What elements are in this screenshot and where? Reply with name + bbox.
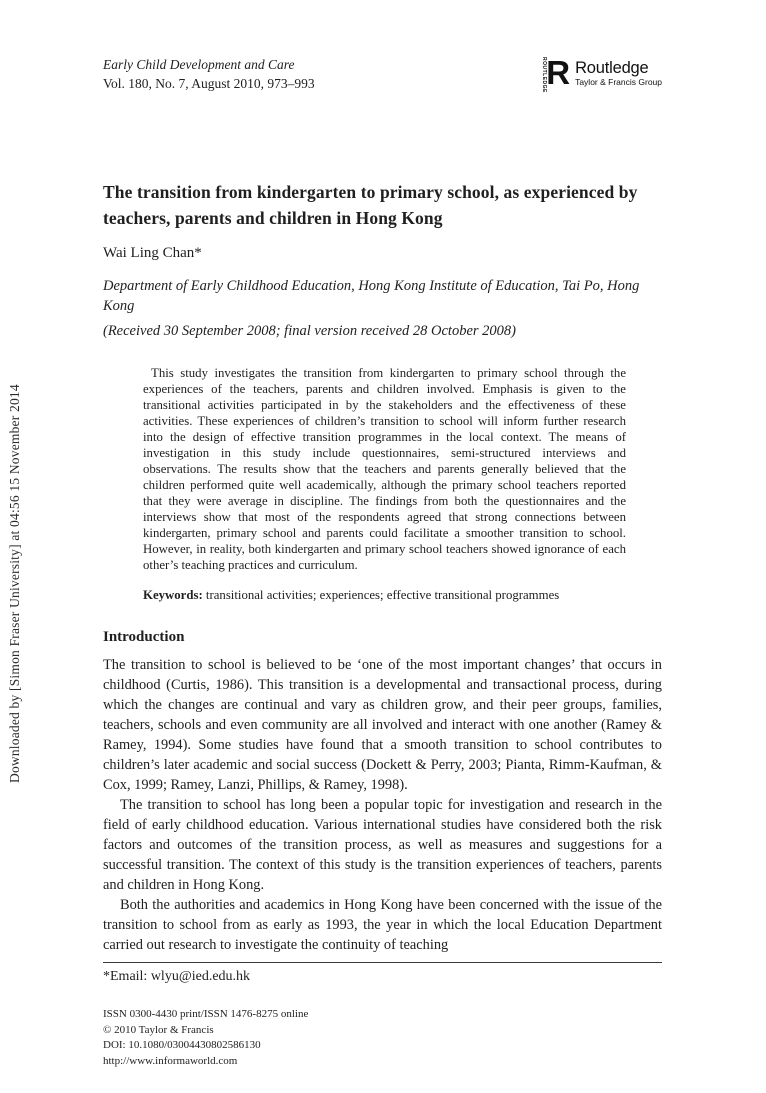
url-line: http://www.informaworld.com	[103, 1054, 238, 1067]
keywords-line	[143, 587, 626, 603]
footnote-divider	[103, 962, 662, 963]
author-name: Wai Ling Chan*	[103, 245, 202, 261]
doi-line: DOI: 10.1080/03004430802586130	[103, 1039, 261, 1051]
body-paragraph: Both the authorities and academics in Hong Kong have been concerned with the issue of the transition to school from as early as 1993, the year in which the local Education Department carried out research to investigate the continuity of teaching	[103, 897, 662, 953]
publisher-name: Routledge	[575, 59, 649, 77]
issn-line: ISSN 0300-4430 print/ISSN 1476-8275 online	[103, 1008, 309, 1020]
routledge-r-icon: R	[546, 54, 571, 91]
publisher-wordmark	[575, 55, 662, 88]
keywords-list: transitional activities; experiences; effective transitional programmes	[202, 588, 560, 602]
journal-info	[103, 55, 315, 93]
body-paragraph: The transition to school has long been a popular topic for investigation and research in the field of early childhood education. Various international studies have considered both the risk factors and outcomes of the transition process, as well as measures and suggestions for a successful transition. The context of this study is the transition experiences of teachers, parents and children in Hong Kong.	[103, 797, 662, 893]
body-paragraph: The transition to school is believed to be ‘one of the most important changes’ that occurs in childhood (Curtis, 1986). This transition is a developmental and transactional process, during which the changes are continual and vary as children grow, and their peer groups, families, teachers, schools and even community are all involved and interact with one another (Ramey & Ramey, 1994). Some studies have found that a smooth transition to school contributes to children’s later academic and social success (Dockett & Perry, 2003; Pianta, Rimm-Kaufman, & Cox, 1999; Ramey, Lanzi, Phillips, & Ramey, 1998).	[103, 657, 662, 793]
section-heading-introduction: Introduction	[103, 629, 185, 645]
article-title: The transition from kindergarten to primary school, as experienced by teachers, parents and children in Hong Kong	[103, 182, 638, 228]
journal-name: Early Child Development and Care	[103, 57, 295, 72]
email-footnote: *Email: wlyu@ied.edu.hk	[103, 969, 251, 984]
routledge-logo	[541, 55, 662, 93]
routledge-logo-mark	[541, 55, 570, 93]
article-page	[103, 0, 662, 1069]
copyright-line: © 2010 Taylor & Francis	[103, 1023, 214, 1036]
imprint-block	[103, 1007, 662, 1069]
publisher-group: Taylor & Francis Group	[575, 77, 662, 87]
download-watermark: Downloaded by [Simon Fraser University] at 04:56 15 November 2014	[7, 384, 22, 783]
routledge-vertical-text: ROUTLEDGE	[541, 57, 548, 93]
keywords-label: Keywords:	[143, 588, 203, 602]
received-dates: (Received 30 September 2008; final version received 28 October 2008)	[103, 323, 516, 339]
author-affiliation: Department of Early Childhood Education, Hong Kong Institute of Education, Tai Po, Hong Kong	[103, 278, 640, 314]
journal-issue: Vol. 180, No. 7, August 2010, 973–993	[103, 76, 315, 91]
journal-header	[103, 55, 662, 93]
abstract-text: This study investigates the transition from kindergarten to primary school through the experiences of the teachers, parents and children involved. Emphasis is given to the transitional activities participated in by the stakeholders and the effectiveness of these activities. These experiences of children’s transition to school will inform further research into the design of effective transition programmes in the local context. The means of investigation in this study include questionnaires, semi-structured interviews and observations. The results show that the teachers and parents generally believed that the children performed quite well academically, although the primary school teachers reported that they were average in discipline. The findings from both the questionnaires and the interviews show that most of the respondents agreed that strong connections between kindergarten, primary school and parents could facilitate a smoother transition to school. However, in reality, both kindergarten and primary school teachers showed ignorance of each other’s teaching practices and curriculum.	[143, 366, 626, 572]
